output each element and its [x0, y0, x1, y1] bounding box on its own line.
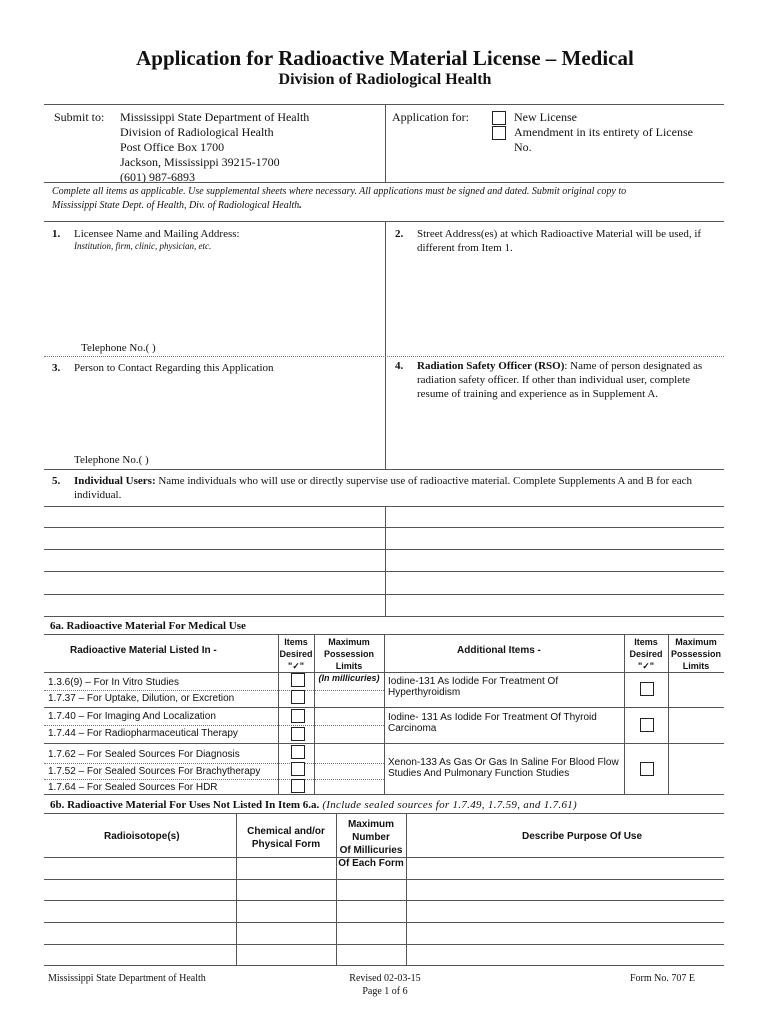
col-items-right-header: Items Desired "✓" — [629, 637, 663, 671]
submit-line: Mississippi State Department of Health — [120, 110, 310, 124]
col-isotope-header: Radioisotope(s) — [104, 831, 180, 842]
item5-label: Name individuals who will use or directly supervise use of radioactive material. Complete Supplements A and B for each — [155, 475, 693, 487]
section-6b-heading: 6b. Radioactive Material For Uses Not Listed In Item 6.a. — [50, 799, 320, 811]
chemical-form-field[interactable] — [238, 859, 334, 963]
item2-number: 2. — [395, 228, 404, 240]
new-license-label: New License — [514, 110, 577, 124]
footer-left: Mississippi State Department of Health — [48, 973, 206, 984]
amendment-label-no: No. — [514, 140, 532, 154]
page-number: Page 1 of 6 — [362, 986, 408, 997]
col-max-header: Maximum Possession Limits (In millicuries) — [318, 637, 380, 683]
new-license-checkbox[interactable] — [492, 111, 506, 125]
contact-person-field[interactable] — [52, 378, 380, 450]
col-max-right-header: Maximum Possession Limits — [670, 637, 722, 671]
uptake-checkbox[interactable] — [291, 690, 305, 704]
item2-label: Street Address(es) at which Radioactive Material will be used, if — [417, 228, 702, 240]
individual-users-right-field[interactable] — [388, 508, 722, 614]
list-item: 1.7.44 – For Radiopharmaceutical Therapy — [48, 728, 238, 739]
instructions-end: . — [299, 200, 302, 211]
brachytherapy-checkbox[interactable] — [291, 762, 305, 776]
application-label: Application for: — [392, 110, 469, 124]
purpose-field[interactable] — [408, 859, 722, 963]
hdr-checkbox[interactable] — [291, 779, 305, 793]
additional-item: Xenon-133 As Gas Or Gas In Saline For Blood Flow Studies And Pulmonary Function Studies — [388, 757, 619, 779]
therapy-checkbox[interactable] — [291, 727, 305, 741]
item5-label-bold: Individual Users: — [74, 475, 156, 487]
page-title: Application for Radioactive Material License – Medical — [136, 46, 634, 70]
list-item: 1.7.37 – For Uptake, Dilution, or Excretion — [48, 693, 235, 704]
item2-label-2: different from Item 1. — [417, 242, 513, 254]
list-item: 1.7.40 – For Imaging And Localization — [48, 711, 216, 722]
in-vitro-checkbox[interactable] — [291, 673, 305, 687]
xenon-checkbox[interactable] — [640, 762, 654, 776]
item4-line3: resume of training and experience as in Supplement A. — [417, 388, 659, 400]
individual-users-left-field[interactable] — [46, 508, 382, 614]
col-listed-header: Radioactive Material Listed In - — [70, 645, 217, 656]
item4-number: 4. — [395, 360, 404, 372]
submit-line: (601) 987-6893 — [120, 170, 195, 184]
item1-label: Licensee Name and Mailing Address: — [74, 228, 240, 240]
additional-item: Iodine- 131 As Iodide For Treatment Of Thyroid Carcinoma — [388, 712, 597, 734]
section-6a-heading: 6a. Radioactive Material For Medical Use — [50, 620, 246, 632]
additional-item: Iodine-131 As Iodide For Treatment Of Hyperthyroidism — [388, 676, 559, 698]
item3-phone: Telephone No.( ) — [74, 454, 149, 466]
item5-number: 5. — [52, 475, 61, 487]
list-item: 1.7.64 – For Sealed Sources For HDR — [48, 782, 218, 793]
col-max-number-header: Maximum Number Of Millicuries Of Each Form — [338, 819, 404, 869]
submit-line: Division of Radiological Health — [120, 125, 274, 139]
submit-line: Post Office Box 1700 — [120, 140, 225, 154]
section-6b-note: (Include sealed sources for 1.7.49, 1.7.59, and 1.7.61) — [319, 799, 578, 811]
item4-line2: radiation safety officer. If other than individual user, complete — [417, 374, 691, 386]
item5-line2: individual. — [74, 489, 122, 501]
street-address-field[interactable] — [392, 258, 722, 350]
instructions-line2: Mississippi State Dept. of Health, Div. of Radiological Health — [52, 200, 300, 211]
submit-label: Submit to: — [54, 110, 105, 124]
instructions: Complete all items as applicable. Use supplemental sheets where necessary. All applications must be signed and dated. Submit original copy to — [52, 186, 627, 197]
item3-number: 3. — [52, 362, 61, 374]
diagnosis-checkbox[interactable] — [291, 745, 305, 759]
col-additional-header: Additional Items - — [457, 645, 541, 656]
page-subtitle: Division of Radiological Health — [278, 71, 492, 88]
amendment-checkbox[interactable] — [492, 126, 506, 140]
rso-field[interactable] — [392, 404, 722, 464]
radioisotope-field[interactable] — [46, 859, 234, 963]
item1-phone: Telephone No.( ) — [81, 342, 156, 354]
item4-label: : Name of person designated as — [564, 360, 703, 372]
imaging-checkbox[interactable] — [291, 709, 305, 723]
item1-sublabel: Institution, firm, clinic, physician, etc. — [74, 241, 212, 251]
i131-carcinoma-checkbox[interactable] — [640, 718, 654, 732]
col-purpose-header: Describe Purpose Of Use — [522, 831, 643, 842]
i131-hyperthyroidism-checkbox[interactable] — [640, 682, 654, 696]
submit-line: Jackson, Mississippi 39215-1700 — [120, 155, 280, 169]
list-item: 1.7.52 – For Sealed Sources For Brachytherapy — [48, 766, 261, 777]
item1-number: 1. — [52, 228, 61, 240]
col-items-header: Items Desired "✓" — [279, 637, 313, 671]
list-item: 1.3.6(9) – For In Vitro Studies — [48, 677, 179, 688]
list-item: 1.7.62 – For Sealed Sources For Diagnosis — [48, 749, 240, 760]
item4-label-bold: Radiation Safety Officer (RSO) — [417, 360, 565, 372]
col-chem-header: Chemical and/or Physical Form — [247, 826, 325, 850]
footer-revised: Revised 02-03-15 — [349, 973, 421, 984]
item3-label: Person to Contact Regarding this Application — [74, 362, 274, 374]
form-number: Form No. 707 E — [630, 973, 695, 984]
max-millicuries-field[interactable] — [338, 859, 404, 963]
amendment-label: Amendment in its entirety of License — [514, 125, 693, 139]
licensee-name-field[interactable] — [52, 254, 380, 336]
